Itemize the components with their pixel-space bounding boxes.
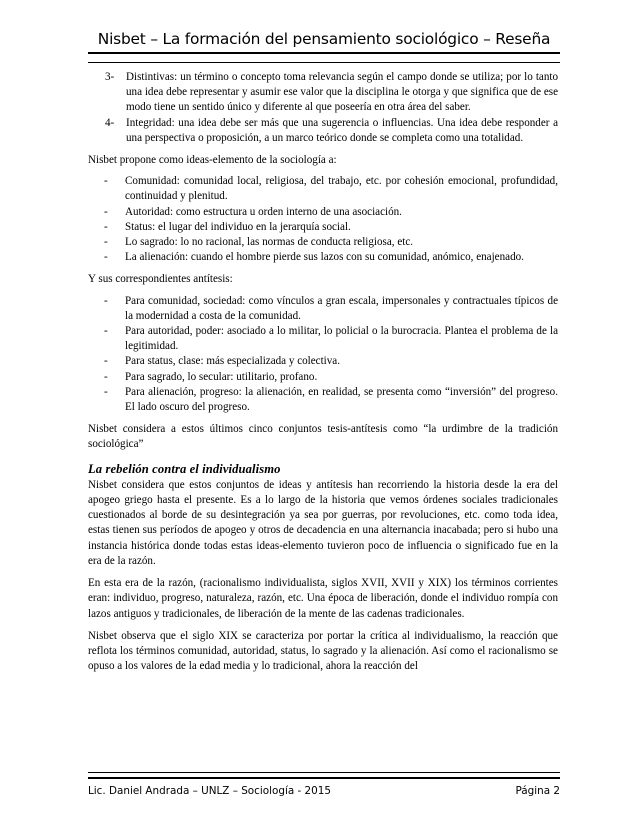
list-item <box>88 294 558 324</box>
list-dash: - <box>104 355 108 368</box>
list-item-text: Para autoridad, poder: asociado a lo militar, lo policial o la burocracia. Plantea el problema de la legitimidad. <box>125 325 558 353</box>
item-text: Distintivas: un término o concepto toma relevancia según el campo donde se utiliza; por lo tanto una idea debe representar y asumir ese valor que la disciplina le otorga y que significa que de ese modo tiene un sentido único y diferente al que poseería en otra área del saber. <box>126 71 558 114</box>
list-item <box>88 250 558 265</box>
page-header: Nisbet – La formación del pensamiento sociológico – Reseña <box>88 30 560 54</box>
urdimbre-paragraph: Nisbet considera a estos últimos cinco conjuntos tesis-antítesis como “la urdimbre de la tradición sociológica” <box>88 423 558 451</box>
list-dash: - <box>104 251 108 264</box>
list-dash: - <box>104 385 108 398</box>
header-rule <box>88 62 560 63</box>
antithesis-list <box>88 294 558 416</box>
list-dash: - <box>104 294 108 307</box>
section-paragraph: Nisbet considera que estos conjuntos de ideas y antítesis han recorriendo la historia desde la era del apogeo griego hasta el presente. Es a lo largo de la historia que vemos órdenes sociales tradicionales cuestionados al borde de su desintegración ya sea por guerras, por revoluciones, etc. como toda idea, estas tienen sus períodos de apogeo y otros de decadencia en una alternancia inacabada; pero si hubo una instancia histórica donde todas estas ideas-elemento tuvieron poco de influencia o significado fue en la era de la razón. <box>88 478 558 567</box>
list-item-text: Autoridad: como estructura u orden interno de una asociación. <box>125 205 402 218</box>
list-item-text: Para alienación, progreso: la alienación, en realidad, se presenta como “inversión” del progreso. El lado oscuro del progreso. <box>125 385 558 414</box>
list-item <box>88 235 558 250</box>
footer-author: Lic. Daniel Andrada – UNLZ – Sociología - 2015 <box>88 785 331 797</box>
list-item-text: Para sagrado, lo secular: utilitario, profano. <box>125 370 318 383</box>
footer-rule-thin <box>88 772 560 773</box>
antithesis-intro: Y sus correspondientes antítesis: <box>88 273 233 286</box>
section-paragraph: En esta era de la razón, (racionalismo individualista, siglos XVII, XVII y XIX) los términos corrientes eran: individuo, progreso, naturaleza, razón, etc. Una época de liberación, donde el individuo rompía con lazos antiguos y tradicionales, de liberación de la mente de las cadenas tradicionales. <box>88 577 558 620</box>
list-item <box>88 385 558 415</box>
list-dash: - <box>104 175 108 188</box>
item-text: Integridad: una idea debe ser más que una sugerencia o influencias. Una idea debe responder a una perspectiva o proposición, a un marco teórico donde se completa como una totalidad. <box>126 116 558 144</box>
ideas-intro: Nisbet propone como ideas-elemento de la sociología a: <box>88 154 337 167</box>
list-item <box>88 354 558 369</box>
list-dash: - <box>104 236 108 249</box>
list-item <box>88 220 558 235</box>
list-item <box>88 205 558 220</box>
footer-rule <box>88 777 560 779</box>
list-item-text: Comunidad: comunidad local, religiosa, del trabajo, etc. por cohesión emocional, profundidad, continuidad y plenitud. <box>125 175 558 203</box>
list-dash: - <box>104 370 108 383</box>
section-title: La rebelión contra el individualismo <box>88 461 281 476</box>
list-item-text: Status: el lugar del individuo en la jerarquía social. <box>125 220 351 233</box>
list-item <box>88 370 558 385</box>
list-item-text: Lo sagrado: lo no racional, las normas de conducta religiosa, etc. <box>125 236 414 249</box>
item-number: 3- <box>105 71 115 83</box>
list-item-text: Para comunidad, sociedad: como vínculos a gran escala, impersonales y contractuales típicos de la modernidad a costa de la comunidad. <box>125 294 558 322</box>
list-item <box>88 324 558 354</box>
ideas-list <box>88 174 558 265</box>
list-item-text: La alienación: cuando el hombre pierde sus lazos con su comunidad, anómico, enajenado. <box>125 251 524 264</box>
page-number: Página 2 <box>515 785 560 797</box>
list-dash: - <box>104 205 108 218</box>
numbered-item <box>88 116 558 146</box>
list-dash: - <box>104 220 108 233</box>
document-body <box>88 70 558 674</box>
section-paragraph: Nisbet observa que el siglo XIX se caracteriza por portar la crítica al individualismo, la reacción que reflota los términos comunidad, autoridad, status, lo sagrado y la alienación. Así como el racionalismo se opuso a los valores de la edad media y lo tradicional, ahora la reacción del <box>88 629 558 673</box>
numbered-item <box>88 70 558 116</box>
list-item-text: Para status, clase: más especializada y colectiva. <box>125 355 341 368</box>
item-number: 4- <box>105 116 115 129</box>
list-dash: - <box>104 325 108 338</box>
page-footer <box>88 785 560 797</box>
list-item <box>88 174 558 204</box>
